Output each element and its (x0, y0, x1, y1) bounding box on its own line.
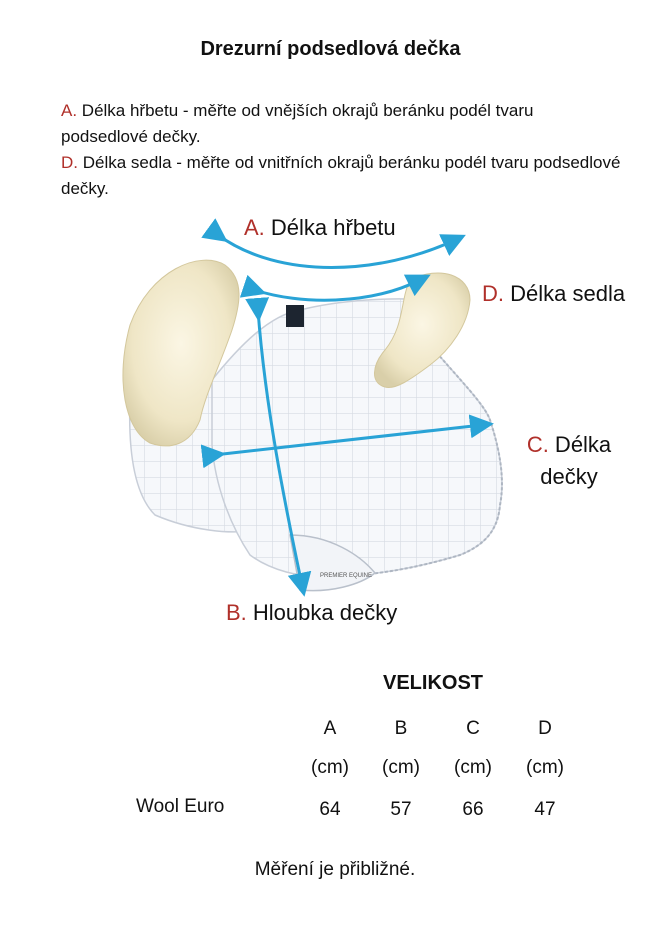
label-c (514, 429, 624, 493)
instruction-a-text: Délka hřbetu - měřte od vnějších okrajů beránku podél tvaru podsedlové dečky. (61, 101, 534, 146)
label-c-letter: C. (526, 432, 549, 457)
size-table-title: VELIKOST (382, 672, 483, 694)
col-c-unit: (cm) (454, 757, 492, 778)
value-c: 66 (462, 799, 484, 820)
brand-badge (286, 305, 304, 327)
row-label-wool-euro: Wool Euro (136, 796, 225, 817)
label-b (226, 600, 397, 626)
label-a-text: Délka hřbetu (264, 215, 396, 240)
instruction-a (61, 98, 621, 150)
col-b-unit: (cm) (382, 757, 420, 778)
label-c-text: Délka dečky (540, 432, 612, 489)
instruction-d (61, 150, 621, 202)
value-a: 64 (319, 799, 341, 820)
saddle-pad-illustration (0, 205, 661, 635)
footnote: Měření je přibližné. (254, 859, 416, 880)
svg-text:PREMIER EQUINE: PREMIER EQUINE (320, 573, 373, 579)
instruction-a-letter: A. (61, 101, 78, 120)
label-b-text: Hloubka dečky (246, 600, 398, 625)
arrow-d-saddle-length (255, 280, 420, 300)
col-c-letter: C (466, 718, 480, 739)
saddle-pad-diagram (0, 205, 661, 635)
label-d-letter: D. (482, 281, 504, 306)
col-d-unit: (cm) (526, 757, 564, 778)
value-b: 57 (390, 799, 412, 820)
col-a-unit: (cm) (311, 757, 349, 778)
col-a-letter: A (323, 718, 337, 739)
measurement-instructions (61, 98, 621, 202)
col-d-letter: D (538, 718, 552, 739)
label-d (482, 281, 625, 307)
instruction-d-letter: D. (61, 153, 78, 172)
label-a-letter: A. (244, 215, 265, 240)
label-d-text: Délka sedla (504, 281, 626, 306)
page-title: Drezurní podsedlová dečka (200, 38, 461, 60)
label-a (244, 215, 396, 241)
col-b-letter: B (394, 718, 408, 739)
label-b-letter: B. (226, 600, 247, 625)
value-d: 47 (534, 799, 556, 820)
instruction-d-text: Délka sedla - měřte od vnitřních okrajů beránku podél tvaru podsedlové dečky. (61, 153, 621, 198)
